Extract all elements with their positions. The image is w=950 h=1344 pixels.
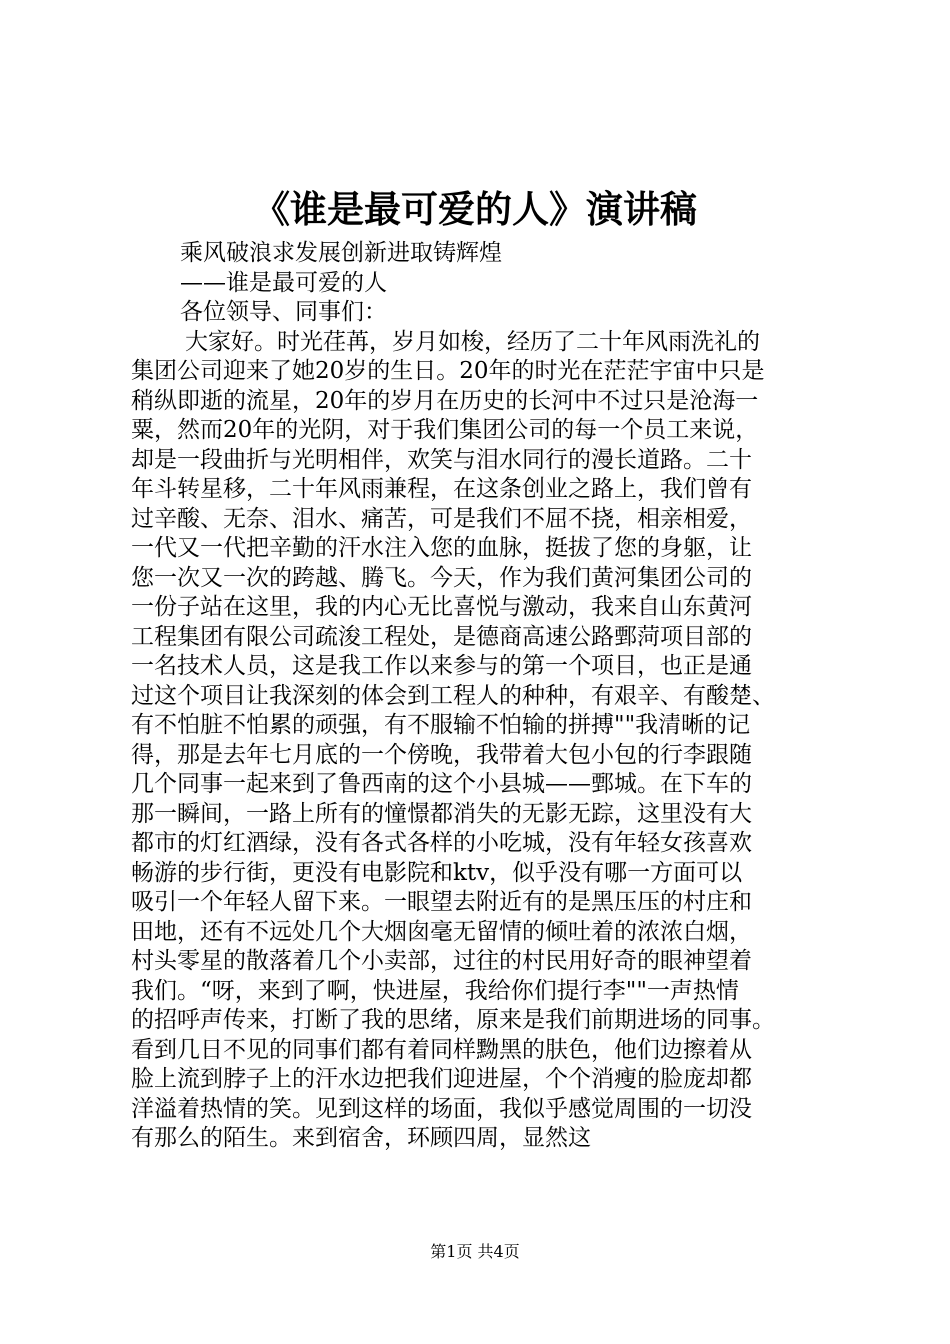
paragraph-line: 脸上流到脖子上的汗水边把我们迎进屋，个个消瘦的脸庞却都 [131, 1066, 752, 1092]
paragraph-line: 田地，还有不远处几个大烟囱毫无留情的倾吐着的浓浓白烟， [131, 918, 752, 945]
paragraph-line: 一份子站在这里，我的内心无比喜悦与激动，我来自山东黄河 [131, 594, 752, 620]
page-footer: 第1页 共4页 [430, 1242, 520, 1261]
paragraph-line: 有那么的陌生。来到宿舍，环顾四周，显然这 [131, 1125, 591, 1151]
paragraph-line: 吸引一个年轻人留下来。一眼望去附近有的是黑压压的村庄和 [131, 889, 752, 915]
paragraph-line: 粟，然而20年的光阴，对于我们集团公司的每一个员工来说， [131, 417, 759, 443]
paragraph-line: 稍纵即逝的流星，20年的岁月在历史的长河中不过只是沧海一 [131, 387, 759, 414]
paragraph-line: 看到几日不见的同事们都有着同样黝黑的肤色，他们边擦着从 [131, 1036, 752, 1063]
paragraph-line: 洋溢着热情的笑。见到这样的场面，我似乎感觉周围的一切没 [131, 1095, 752, 1122]
paragraph-line: 大家好。时光荏苒，岁月如梭，经历了二十年风雨洗礼的 [185, 328, 760, 355]
document-body [131, 239, 851, 1154]
subtitle-line: 乘风破浪求发展创新进取铸辉煌 [180, 240, 502, 266]
paragraph-line: 一代又一代把辛勤的汗水注入您的血脉，挺拔了您的身躯，让 [131, 535, 752, 561]
paragraph-line: 过这个项目让我深刻的体会到工程人的种种，有艰辛、有酸楚、 [131, 682, 775, 709]
paragraph-line: 都市的灯红酒绿，没有各式各样的小吃城，没有年轻女孩喜欢 [131, 830, 752, 856]
salutation-line: 各位领导、同事们： [180, 299, 387, 325]
paragraph-line: 的招呼声传来，打断了我的思绪，原来是我们前期进场的同事。 [131, 1007, 775, 1033]
paragraph-line: 年斗转星移，二十年风雨兼程，在这条创业之路上，我们曾有 [131, 476, 752, 502]
paragraph-line: 过辛酸、无奈、泪水、痛苦，可是我们不屈不挠，相亲相爱， [131, 505, 752, 532]
paragraph-line: 村头零星的散落着几个小卖部，过往的村民用好奇的眼神望着 [131, 948, 752, 974]
subtitle-line: ——谁是最可爱的人 [180, 269, 387, 296]
paragraph-line: 您一次又一次的跨越、腾飞。今天，作为我们黄河集团公司的 [131, 564, 752, 591]
paragraph-line: 几个同事一起来到了鲁西南的这个小县城——鄄城。在下车的 [131, 771, 752, 797]
paragraph-line: 工程集团有限公司疏浚工程处，是德商高速公路鄄菏项目部的 [131, 623, 752, 650]
paragraph-line: 一名技术人员，这是我工作以来参与的第一个项目，也正是通 [131, 653, 752, 679]
paragraph-line: 有不怕脏不怕累的顽强，有不服输不怕输的拼搏""我清晰的记 [131, 712, 751, 738]
paragraph-line: 我们。“呀，来到了啊，快进屋，我给你们提行李""一声热情 [131, 977, 739, 1004]
paragraph-line: 畅游的步行街，更没有电影院和ktv，似乎没有哪一方面可以 [131, 859, 743, 886]
paragraph-line: 那一瞬间，一路上所有的憧憬都消失的无影无踪，这里没有大 [131, 800, 752, 827]
paragraph-line: 得，那是去年七月底的一个傍晚，我带着大包小包的行李跟随 [131, 741, 752, 768]
paragraph-line: 集团公司迎来了她20岁的生日。20年的时光在茫茫宇宙中只是 [131, 358, 765, 384]
paragraph-line: 却是一段曲折与光明相伴，欢笑与泪水同行的漫长道路。二十 [131, 446, 752, 473]
document-title: 《谁是最可爱的人》演讲稿 [253, 187, 697, 231]
